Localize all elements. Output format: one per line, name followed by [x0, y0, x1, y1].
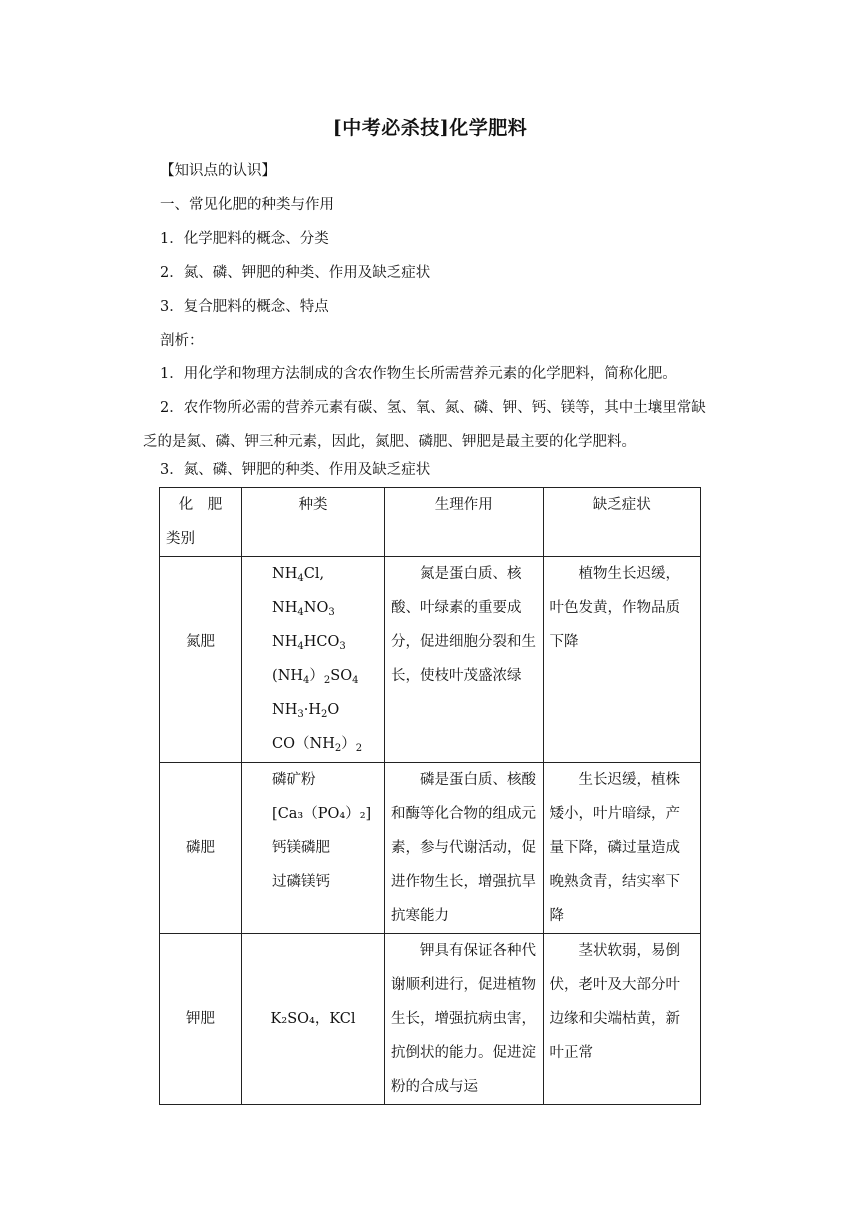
table-caption: 3．氮、磷、钾肥的种类、作用及缺乏症状: [160, 462, 431, 478]
function-cell: 氮是蛋白质、核酸、叶绿素的重要成分，促进细胞分裂和生长，使枝叶茂盛浓绿: [385, 557, 544, 763]
function-cell: 钾具有保证各种代谢顺利进行，促进植物生长，增强抗病虫害，抗倒状的能力。促进淀粉的合成与运: [385, 934, 544, 1105]
formula-item: $NH_4NO_3$: [272, 600, 335, 618]
table-row: [160, 934, 701, 1105]
kind-item: [Ca₃（PO₄）₂]: [272, 806, 372, 822]
outline-line-2: 1．化学肥料的概念、分类: [160, 231, 329, 247]
symptom-cell: 植物生长迟缓，叶色发黄，作物品质下降: [543, 557, 700, 763]
kind-item: 磷矿粉: [272, 772, 316, 788]
kind-item: 过磷镁钙: [272, 874, 331, 890]
outline-line-1: 一、常见化肥的种类与作用: [160, 197, 334, 213]
formula-item: $(NH_4)_2SO_4$: [272, 668, 359, 686]
category-cell: 钾肥: [160, 934, 242, 1105]
section-heading: 【知识点的认识】: [160, 163, 276, 179]
table-row: [160, 557, 701, 763]
paragraph-1: 1．用化学和物理方法制成的含农作物生长所需营养元素的化学肥料，简称化肥。: [160, 366, 677, 382]
function-cell: 磷是蛋白质、核酸和酶等化合物的组成元素，参与代谢活动，促进作物生长，增强抗旱抗寒能力: [385, 763, 544, 934]
header-category: 化 肥 类别: [160, 488, 242, 557]
symptom-cell: 生长迟缓，植株矮小，叶片暗绿，产量下降，磷过量造成晚熟贪青，结实率下降: [543, 763, 700, 934]
formula-item: $NH_4HCO_3$: [272, 634, 346, 652]
formula-item: $NH_4Cl$,: [272, 566, 325, 584]
header-function: 生理作用: [385, 488, 544, 557]
table-row: [160, 763, 701, 934]
formula-item: $CO(NH_2)_2$: [272, 736, 363, 754]
category-cell: 磷肥: [160, 763, 242, 934]
outline-line-4: 3．复合肥料的概念、特点: [160, 299, 329, 315]
kinds-cell: [242, 557, 385, 763]
outline-line-3: 2．氮、磷、钾肥的种类、作用及缺乏症状: [160, 265, 431, 281]
symptom-cell: 茎状软弱，易倒伏，老叶及大部分叶边缘和尖端枯黄，新叶正常: [543, 934, 700, 1105]
kinds-cell: K₂SO₄，KCl: [242, 934, 385, 1105]
header-kind: 种类: [242, 488, 385, 557]
page-title: [中考必杀技]化学肥料: [332, 117, 528, 139]
table-header-row: [160, 488, 701, 557]
paragraph-2-line-2: 乏的是氮、磷、钾三种元素，因此，氮肥、磷肥、钾肥是最主要的化学肥料。: [143, 434, 636, 450]
header-symptom: 缺乏症状: [543, 488, 700, 557]
formula-item: $NH_3\cdot H_2O$: [272, 702, 340, 720]
paragraph-2-line-1: 2．农作物所必需的营养元素有碳、氢、氧、氮、磷、钾、钙、镁等，其中土壤里常缺: [160, 400, 706, 416]
kinds-cell: [242, 763, 385, 934]
category-cell: 氮肥: [160, 557, 242, 763]
analysis-label: 剖析：: [160, 333, 204, 349]
kind-item: 钙镁磷肥: [272, 840, 331, 856]
fertilizer-table: [159, 487, 701, 1105]
